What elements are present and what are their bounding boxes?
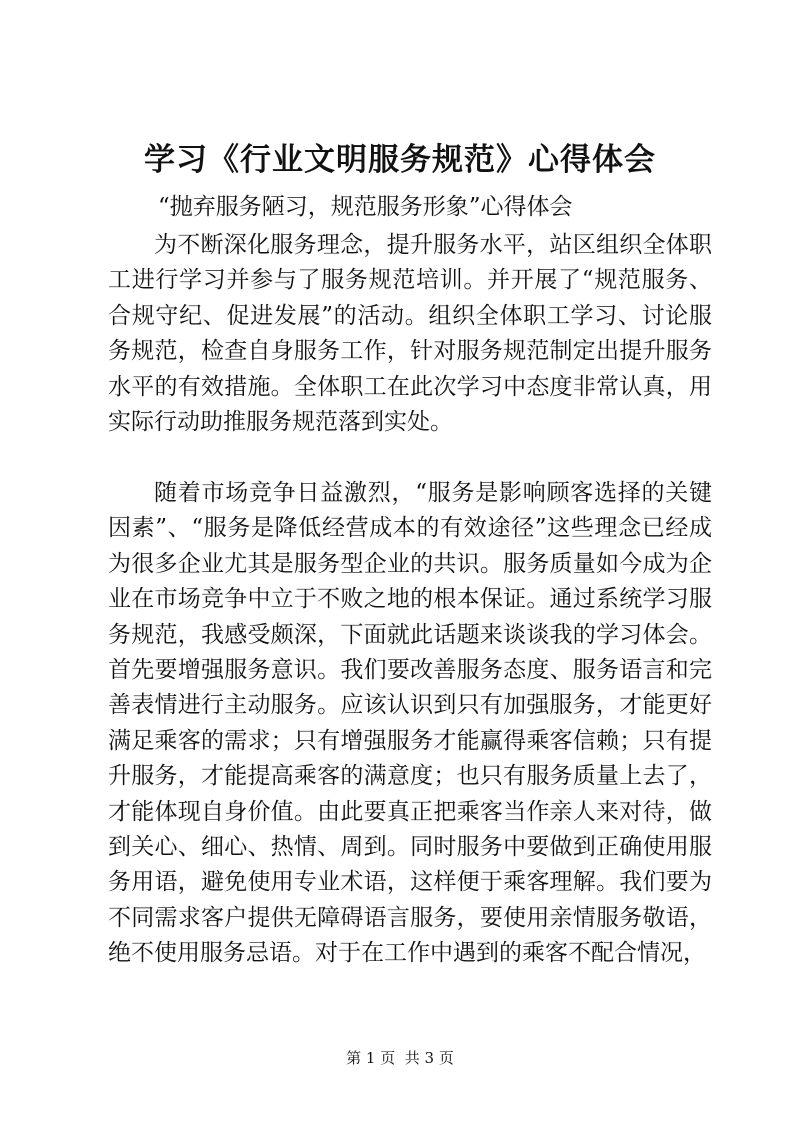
document-subtitle: “抛弃服务陋习，规范服务形象”心得体会 [158, 194, 573, 220]
document-title: 学习《行业文明服务规范》心得体会 [144, 142, 656, 178]
page-footer [0, 1048, 800, 1068]
body-paragraph-2: 随着市场竞争日益激烈，“服务是影响顾客选择的关键因素”、“服务是降低经营成本的有效途径”这些理念已经成为很多企业尤其是服务型企业的共识。服务质量如今成为企业在市场竞争中立于不败之地的根本保证。通过系统学习服务规范，我感受颇深，下面就此话题来谈谈我的学习体会。首先要增强服务意识。我们要改善服务态度、服务语言和完善表情进行主动服务。应该认识到只有加强服务，才能更好满足乘客的需求；只有增强服务才能赢得乘客信赖；只有提升服务，才能提高乘客的满意度；也只有服务质量上去了，才能体现自身价值。由此要真正把乘客当作亲人来对待，做到关心、细心、热情、周到。同时服务中要做到正确使用服务用语，避免使用专业术语，这样便于乘客理解。我们要为不同需求客户提供无障碍语言服务，要使用亲情服务敬语，绝不使用服务忌语。对于在工作中遇到的乘客不配合情况， [108, 480, 712, 967]
page-number-label: 第 1 页 共 3 页 [346, 1049, 454, 1067]
body-paragraph-1: 为不断深化服务理念，提升服务水平，站区组织全体职工进行学习并参与了服务规范培训。并开展了“规范服务、合规守纪、促进发展”的活动。组织全体职工学习、讨论服务规范，检查自身服务工作，针对服务规范制定出提升服务水平的有效措施。全体职工在此次学习中态度非常认真，用实际行动助推服务规范落到实处。 [108, 232, 712, 436]
